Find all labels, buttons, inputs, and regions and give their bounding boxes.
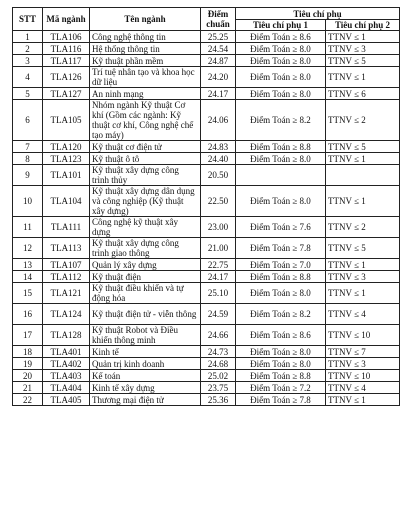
cell-tieu-chi-phu-2: TTNV ≤ 10 — [326, 370, 400, 382]
cell-diem-chuan: 25.25 — [201, 31, 236, 43]
cell-ma-nganh: TLA128 — [43, 325, 90, 346]
cell-diem-chuan: 24.17 — [201, 271, 236, 283]
cell-stt: 2 — [13, 43, 43, 55]
cell-ten-nganh: Kỹ thuật cơ điện tử — [90, 141, 201, 153]
cell-tieu-chi-phu-2: TTNV ≤ 3 — [326, 358, 400, 370]
table-row — [13, 67, 400, 88]
cell-tieu-chi-phu-2: TTNV ≤ 1 — [326, 283, 400, 304]
cell-ten-nganh: An ninh mạng — [90, 88, 201, 100]
cell-ma-nganh: TLA121 — [43, 283, 90, 304]
cell-stt: 15 — [13, 283, 43, 304]
cell-tieu-chi-phu-1: Điểm Toán ≥ 8.0 — [236, 358, 326, 370]
cell-ten-nganh: Kỹ thuật xây dựng công trình giao thông — [90, 238, 201, 259]
table-row — [13, 394, 400, 406]
header-diem-chuan: Điểm chuẩn — [201, 8, 236, 31]
cell-ma-nganh: TLA117 — [43, 55, 90, 67]
header-stt: STT — [13, 8, 43, 31]
cell-stt: 19 — [13, 358, 43, 370]
cell-tieu-chi-phu-1: Điểm Toán ≥ 8.0 — [236, 283, 326, 304]
cell-ma-nganh: TLA101 — [43, 165, 90, 186]
cell-ten-nganh: Kỹ thuật điện tử - viễn thông — [90, 304, 201, 325]
cell-ten-nganh: Quản trị kinh doanh — [90, 358, 201, 370]
table-row — [13, 358, 400, 370]
table-row — [13, 217, 400, 238]
cell-stt: 12 — [13, 238, 43, 259]
cell-tieu-chi-phu-1: Điểm Toán ≥ 7.6 — [236, 217, 326, 238]
cell-tieu-chi-phu-1: Điểm Toán ≥ 8.0 — [236, 153, 326, 165]
cell-tieu-chi-phu-1: Điểm Toán ≥ 8.8 — [236, 141, 326, 153]
table-row — [13, 271, 400, 283]
cell-ma-nganh: TLA126 — [43, 67, 90, 88]
cell-tieu-chi-phu-1: Điểm Toán ≥ 8.6 — [236, 31, 326, 43]
cell-ma-nganh: TLA127 — [43, 88, 90, 100]
cell-stt: 14 — [13, 271, 43, 283]
cell-tieu-chi-phu-2: TTNV ≤ 10 — [326, 325, 400, 346]
cell-tieu-chi-phu-1: Điểm Toán ≥ 7.8 — [236, 238, 326, 259]
cell-diem-chuan: 20.50 — [201, 165, 236, 186]
table-row — [13, 325, 400, 346]
cell-ten-nganh: Kinh tế xây dựng — [90, 382, 201, 394]
cell-ten-nganh: Kỹ thuật điện — [90, 271, 201, 283]
cell-ten-nganh: Kỹ thuật phần mềm — [90, 55, 201, 67]
cell-diem-chuan: 25.10 — [201, 283, 236, 304]
cell-stt: 20 — [13, 370, 43, 382]
table-row — [13, 141, 400, 153]
cell-ma-nganh: TLA111 — [43, 217, 90, 238]
cell-tieu-chi-phu-1: Điểm Toán ≥ 8.0 — [236, 346, 326, 358]
table-row — [13, 186, 400, 217]
cell-ma-nganh: TLA112 — [43, 271, 90, 283]
table-row — [13, 55, 400, 67]
cell-ten-nganh: Kỹ thuật ô tô — [90, 153, 201, 165]
cell-ma-nganh: TLA120 — [43, 141, 90, 153]
cell-tieu-chi-phu-1: Điểm Toán ≥ 7.0 — [236, 259, 326, 271]
cell-diem-chuan: 24.73 — [201, 346, 236, 358]
cell-ten-nganh: Thương mại điện tử — [90, 394, 201, 406]
cell-diem-chuan: 24.87 — [201, 55, 236, 67]
cell-tieu-chi-phu-2: TTNV ≤ 3 — [326, 271, 400, 283]
cell-tieu-chi-phu-1 — [236, 165, 326, 186]
cell-ten-nganh: Kỹ thuật Robot và Điều khiển thông minh — [90, 325, 201, 346]
cell-tieu-chi-phu-2: TTNV ≤ 7 — [326, 346, 400, 358]
cell-stt: 6 — [13, 100, 43, 141]
cell-ma-nganh: TLA104 — [43, 186, 90, 217]
table-row — [13, 165, 400, 186]
cell-stt: 13 — [13, 259, 43, 271]
cell-stt: 1 — [13, 31, 43, 43]
table-row — [13, 370, 400, 382]
cell-tieu-chi-phu-2: TTNV ≤ 1 — [326, 259, 400, 271]
table-row — [13, 382, 400, 394]
cell-tieu-chi-phu-1: Điểm Toán ≥ 8.0 — [236, 88, 326, 100]
cell-tieu-chi-phu-2: TTNV ≤ 1 — [326, 31, 400, 43]
cell-tieu-chi-phu-1: Điểm Toán ≥ 8.0 — [236, 67, 326, 88]
cell-tieu-chi-phu-2: TTNV ≤ 1 — [326, 67, 400, 88]
cell-stt: 8 — [13, 153, 43, 165]
cell-diem-chuan: 23.75 — [201, 382, 236, 394]
cell-tieu-chi-phu-1: Điểm Toán ≥ 8.2 — [236, 304, 326, 325]
table-row — [13, 88, 400, 100]
cell-diem-chuan: 24.40 — [201, 153, 236, 165]
cell-diem-chuan: 24.66 — [201, 325, 236, 346]
cell-ma-nganh: TLA113 — [43, 238, 90, 259]
cell-tieu-chi-phu-2: TTNV ≤ 5 — [326, 141, 400, 153]
cell-ma-nganh: TLA123 — [43, 153, 90, 165]
cell-diem-chuan: 24.17 — [201, 88, 236, 100]
cell-ten-nganh: Quản lý xây dựng — [90, 259, 201, 271]
table-row — [13, 346, 400, 358]
cell-stt: 22 — [13, 394, 43, 406]
cell-tieu-chi-phu-1: Điểm Toán ≥ 8.8 — [236, 271, 326, 283]
cell-stt: 17 — [13, 325, 43, 346]
cell-ten-nganh: Kế toán — [90, 370, 201, 382]
cell-ma-nganh: TLA107 — [43, 259, 90, 271]
cell-tieu-chi-phu-2: TTNV ≤ 2 — [326, 217, 400, 238]
cell-ten-nganh: Kỹ thuật xây dựng công trình thủy — [90, 165, 201, 186]
cell-tieu-chi-phu-2: TTNV ≤ 1 — [326, 153, 400, 165]
cell-stt: 18 — [13, 346, 43, 358]
cell-tieu-chi-phu-2 — [326, 165, 400, 186]
header-ten-nganh: Tên ngành — [90, 8, 201, 31]
cell-tieu-chi-phu-1: Điểm Toán ≥ 7.2 — [236, 382, 326, 394]
cell-diem-chuan: 21.00 — [201, 238, 236, 259]
cell-tieu-chi-phu-2: TTNV ≤ 5 — [326, 55, 400, 67]
table-header — [13, 8, 400, 31]
cell-tieu-chi-phu-1: Điểm Toán ≥ 8.2 — [236, 100, 326, 141]
cell-ma-nganh: TLA105 — [43, 100, 90, 141]
admission-score-table — [12, 7, 400, 406]
header-tieu-chi-phu: Tiêu chí phụ — [236, 8, 400, 20]
cell-stt: 9 — [13, 165, 43, 186]
cell-ten-nganh: Kinh tế — [90, 346, 201, 358]
cell-tieu-chi-phu-2: TTNV ≤ 2 — [326, 100, 400, 141]
cell-ma-nganh: TLA405 — [43, 394, 90, 406]
cell-diem-chuan: 24.20 — [201, 67, 236, 88]
table-row — [13, 283, 400, 304]
cell-tieu-chi-phu-2: TTNV ≤ 1 — [326, 394, 400, 406]
cell-diem-chuan: 22.75 — [201, 259, 236, 271]
cell-diem-chuan: 25.02 — [201, 370, 236, 382]
cell-diem-chuan: 24.06 — [201, 100, 236, 141]
table-row — [13, 31, 400, 43]
cell-stt: 4 — [13, 67, 43, 88]
table-row — [13, 304, 400, 325]
cell-tieu-chi-phu-2: TTNV ≤ 4 — [326, 382, 400, 394]
cell-diem-chuan: 24.83 — [201, 141, 236, 153]
cell-diem-chuan: 22.50 — [201, 186, 236, 217]
cell-tieu-chi-phu-2: TTNV ≤ 5 — [326, 238, 400, 259]
cell-diem-chuan: 24.54 — [201, 43, 236, 55]
cell-ma-nganh: TLA116 — [43, 43, 90, 55]
table-row — [13, 153, 400, 165]
cell-ma-nganh: TLA124 — [43, 304, 90, 325]
cell-tieu-chi-phu-1: Điểm Toán ≥ 8.8 — [236, 370, 326, 382]
cell-tieu-chi-phu-2: TTNV ≤ 4 — [326, 304, 400, 325]
cell-ten-nganh: Hệ thống thông tin — [90, 43, 201, 55]
table-row — [13, 43, 400, 55]
cell-tieu-chi-phu-1: Điểm Toán ≥ 8.0 — [236, 55, 326, 67]
cell-tieu-chi-phu-2: TTNV ≤ 1 — [326, 186, 400, 217]
cell-ma-nganh: TLA401 — [43, 346, 90, 358]
cell-stt: 21 — [13, 382, 43, 394]
cell-stt: 5 — [13, 88, 43, 100]
cell-ten-nganh: Kỹ thuật điều khiển và tự động hóa — [90, 283, 201, 304]
table-body — [13, 31, 400, 406]
cell-ten-nganh: Nhóm ngành Kỹ thuật Cơ khí (Gồm các ngành: Kỹ thuật cơ khí, Công nghệ chế tạo máy) — [90, 100, 201, 141]
cell-diem-chuan: 24.68 — [201, 358, 236, 370]
table-row — [13, 259, 400, 271]
cell-ten-nganh: Công nghệ thông tin — [90, 31, 201, 43]
cell-ma-nganh: TLA106 — [43, 31, 90, 43]
table-row — [13, 238, 400, 259]
table-row — [13, 100, 400, 141]
cell-diem-chuan: 25.36 — [201, 394, 236, 406]
cell-stt: 10 — [13, 186, 43, 217]
cell-stt: 7 — [13, 141, 43, 153]
header-tieu-chi-phu-1: Tiêu chí phụ 1 — [236, 20, 326, 31]
cell-ma-nganh: TLA404 — [43, 382, 90, 394]
cell-tieu-chi-phu-1: Điểm Toán ≥ 8.0 — [236, 43, 326, 55]
admission-score-table-container — [12, 7, 399, 406]
cell-tieu-chi-phu-1: Điểm Toán ≥ 7.8 — [236, 394, 326, 406]
cell-diem-chuan: 24.59 — [201, 304, 236, 325]
cell-ma-nganh: TLA402 — [43, 358, 90, 370]
cell-tieu-chi-phu-1: Điểm Toán ≥ 8.0 — [236, 186, 326, 217]
header-tieu-chi-phu-2: Tiêu chí phụ 2 — [326, 20, 400, 31]
cell-stt: 11 — [13, 217, 43, 238]
cell-ten-nganh: Công nghệ kỹ thuật xây dựng — [90, 217, 201, 238]
cell-ten-nganh: Kỹ thuật xây dựng dân dụng và công nghiệp (Kỹ thuật xây dựng) — [90, 186, 201, 217]
cell-stt: 3 — [13, 55, 43, 67]
cell-ten-nganh: Trí tuệ nhân tạo và khoa học dữ liệu — [90, 67, 201, 88]
cell-tieu-chi-phu-1: Điểm Toán ≥ 8.6 — [236, 325, 326, 346]
cell-stt: 16 — [13, 304, 43, 325]
cell-tieu-chi-phu-2: TTNV ≤ 3 — [326, 43, 400, 55]
cell-ma-nganh: TLA403 — [43, 370, 90, 382]
cell-tieu-chi-phu-2: TTNV ≤ 6 — [326, 88, 400, 100]
cell-diem-chuan: 23.00 — [201, 217, 236, 238]
header-ma-nganh: Mã ngành — [43, 8, 90, 31]
